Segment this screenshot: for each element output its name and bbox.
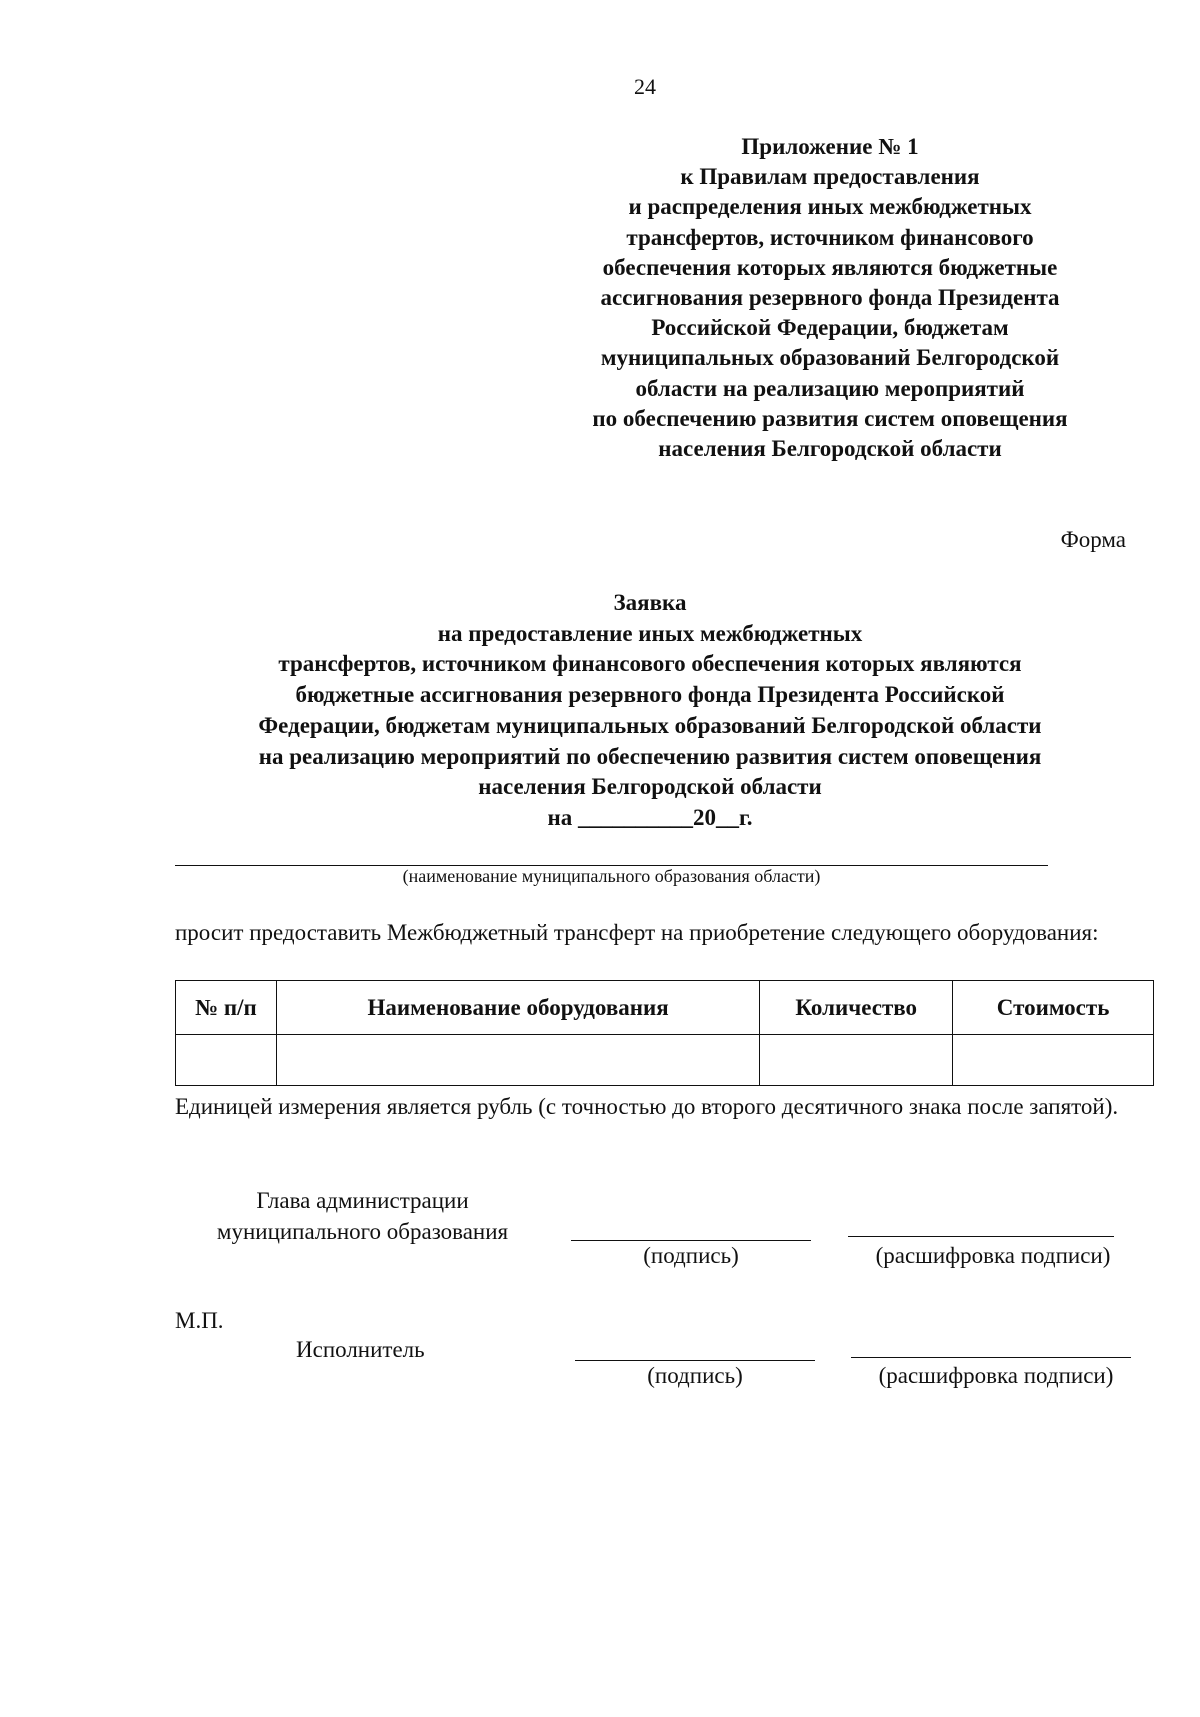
table-header-row (176, 981, 1154, 1035)
head-title-line: Глава администрации (256, 1188, 469, 1213)
form-label: Форма (1060, 527, 1126, 552)
head-decoding-caption: (расшифровка подписи) (875, 1243, 1111, 1268)
equipment-table (175, 980, 1154, 1086)
executor-signature-line[interactable] (575, 1360, 815, 1361)
executor-signature-caption: (подпись) (647, 1363, 743, 1388)
stamp-place-label: М.П. (175, 1308, 224, 1333)
executor-label: Исполнитель (296, 1337, 425, 1362)
head-title (190, 1185, 535, 1247)
appendix-line: ассигнования резервного фонда Президента (600, 285, 1060, 311)
table-row (176, 1035, 1154, 1086)
appendix-line: к Правилам предоставления (680, 164, 980, 190)
unit-note: Единицей измерения является рубль (с точностью до второго десятичного знака после запятой). (175, 1094, 1119, 1119)
request-line: населения Белгородской области (478, 774, 822, 800)
request-heading (170, 588, 1130, 834)
header-equipment-name: Наименование оборудования (276, 981, 759, 1035)
cell-quantity[interactable] (760, 1035, 953, 1086)
request-line: Федерации, бюджетам муниципальных образований Белгородской области (258, 712, 1042, 738)
appendix-line: Российской Федерации, бюджетам (651, 315, 1009, 341)
appendix-line: по обеспечению развития систем оповещения (592, 405, 1068, 431)
appendix-heading (540, 132, 1120, 464)
appendix-line: и распределения иных межбюджетных (628, 194, 1032, 220)
head-title-line: муниципального образования (216, 1219, 509, 1244)
header-cost: Стоимость (953, 981, 1154, 1035)
cell-equipment-name[interactable] (276, 1035, 759, 1086)
executor-decoding-line[interactable] (851, 1357, 1131, 1358)
appendix-line: области на реализацию мероприятий (635, 375, 1025, 401)
request-title: Заявка (613, 590, 687, 615)
appendix-line: муниципальных образований Белгородской (600, 345, 1060, 371)
request-line: на реализацию мероприятий по обеспечению развития систем оповещения (258, 743, 1042, 769)
head-decoding-line[interactable] (848, 1236, 1114, 1237)
cell-number[interactable] (176, 1035, 277, 1086)
head-signature-caption: (подпись) (643, 1243, 739, 1268)
appendix-line: обеспечения которых являются бюджетные (602, 254, 1058, 280)
request-line: трансфертов, источником финансового обеспечения которых являются (278, 651, 1022, 677)
appendix-line: населения Белгородской области (658, 436, 1002, 462)
appendix-line: трансфертов, источником финансового (626, 224, 1034, 250)
request-line: на предоставление иных межбюджетных (437, 620, 863, 646)
header-number: № п/п (176, 981, 277, 1035)
cell-cost[interactable] (953, 1035, 1154, 1086)
executor-decoding-caption: (расшифровка подписи) (878, 1363, 1114, 1388)
request-date-line: на __________20__г. (547, 804, 753, 830)
page-number: 24 (634, 74, 656, 99)
header-quantity: Количество (760, 981, 953, 1035)
request-line: бюджетные ассигнования резервного фонда Президента Российской (295, 682, 1005, 708)
municipality-caption: (наименование муниципального образования области) (402, 866, 821, 886)
appendix-line: Приложение № 1 (741, 134, 919, 159)
request-text: просит предоставить Межбюджетный трансферт на приобретение следующего оборудования: (175, 920, 1099, 945)
head-signature-line[interactable] (571, 1240, 811, 1241)
